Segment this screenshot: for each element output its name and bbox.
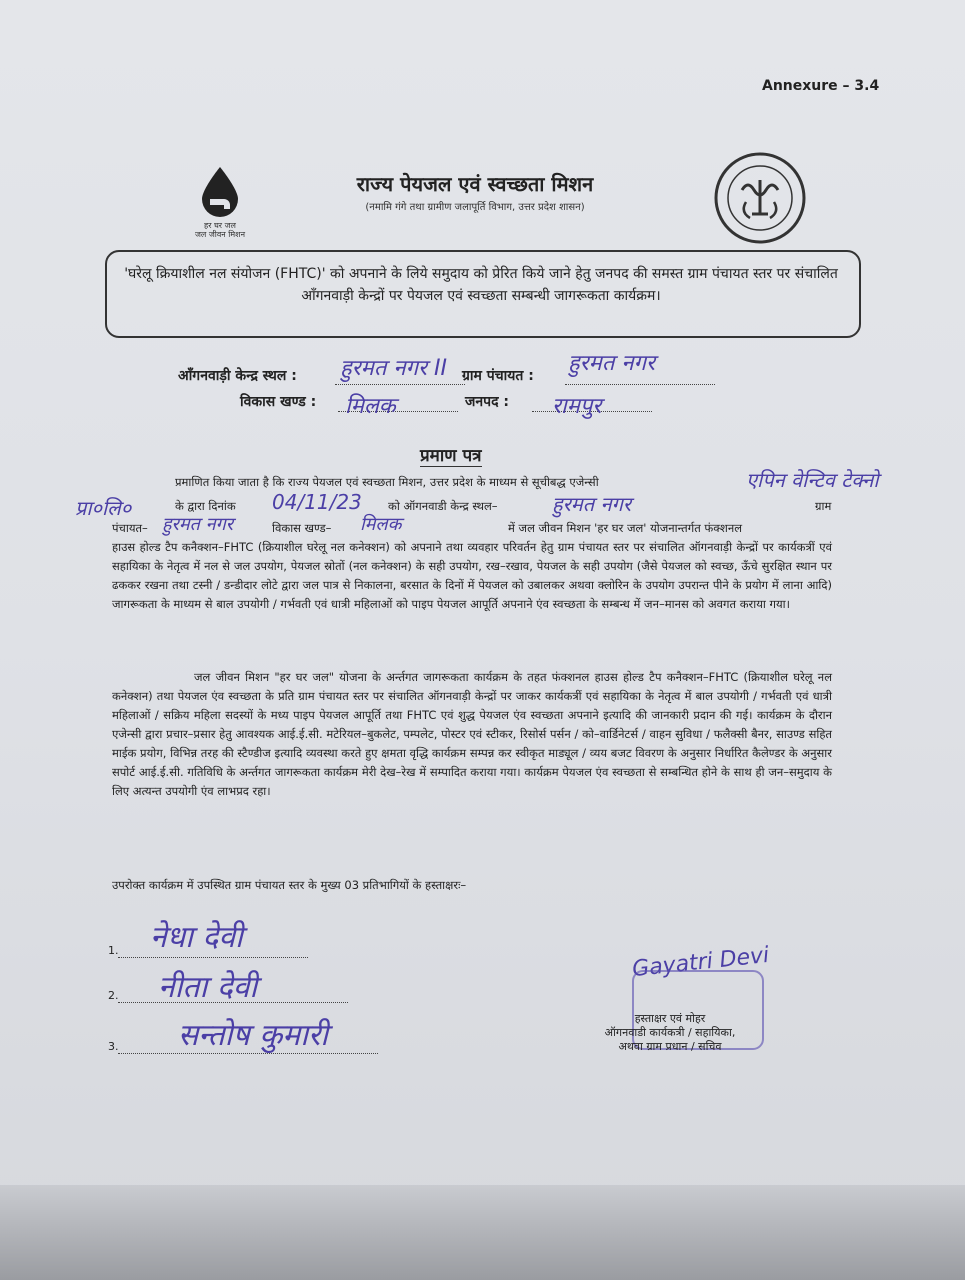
stamp-caption-line-1: हस्ताक्षर एवं मोहर	[634, 1012, 706, 1025]
certificate-line-1: प्रमाणित किया जाता है कि राज्य पेयजल एवं स्वच्छता मिशन, उत्तर प्रदेश के माध्यम से सूचीबद्ध एजेन्सी	[175, 475, 599, 489]
program-description-text: 'घरेलू क्रियाशील नल संयोजन (FHTC)' को अपनाने के लिये समुदाय को प्रेरित किये जाने हेतु जनपद की समस्त ग्राम पंचायत स्तर पर संचालित आँगनवाड़ी केन्द्रों पर पेयजल एवं स्वच्छता सम्बन्धी जागरूकता कार्यक्रम।	[124, 266, 838, 304]
signature-number-2: 2.	[108, 989, 119, 1002]
panchayat-label: ग्राम पंचायत :	[462, 368, 534, 384]
signature-line-1	[118, 956, 308, 958]
document-title: राज्य पेयजल एवं स्वच्छता मिशन	[356, 172, 594, 196]
date-handwritten: 04/11/23	[272, 490, 362, 514]
anganwadi-signature: Gayatri Devi	[631, 942, 771, 983]
agency-suffix-handwritten: प्रा०लि०	[75, 496, 132, 520]
logo-caption-2: जल जीवन मिशन	[194, 230, 246, 239]
logo-caption: हर घर जल	[204, 221, 236, 230]
water-drop-icon	[198, 165, 242, 217]
signature-number-1: 1.	[108, 944, 119, 957]
stamp-caption	[580, 1012, 760, 1054]
gp-handwritten: हुरमत नगर	[162, 514, 234, 535]
participants-heading: उपरोक्त कार्यक्रम में उपस्थित ग्राम पंचायत स्तर के मुख्य 03 प्रतिभागियों के हस्ताक्षरः–	[112, 878, 467, 892]
panchayat-line-label: पंचायत–	[112, 521, 148, 535]
block-line-label: विकास खण्ड–	[272, 521, 332, 535]
stamp-caption-line-3: अथवा ग्राम प्रधान / सचिव	[618, 1040, 722, 1053]
agency-name-handwritten: एपिन वेन्टिव टेक्नो	[746, 468, 879, 492]
center-location-value: हुरमत नगर II	[340, 356, 447, 381]
certificate-paragraph-2: जल जीवन मिशन "हर घर जल" योजना के अर्न्तगत जागरूकता कार्यक्रम के तहत फंक्शनल हाउस होल्ड टैप कनैक्शन–FHTC (क्रियाशील घरेलू नल कनेक्शन) तथा पेयजल एंव स्वच्छता के प्रति ग्राम पंचायत स्तर पर संचालित ऑगनवाड़ी केन्द्रों पर जाकर कार्यकत्रीं एवं सहायिका के नेतृत्व में बाल उपयोगी / गर्भवती एवं धात्री महिलाओं / सक्रिय महिला सदस्यों के मध्य पाइप पेयजल आपूर्ति तथा FHTC एवं शुद्ध पेयजल एंव स्वच्छता अपनाने इत्यादि की जानकारी प्रदान की गई। कार्यक्रम के दौरान एजेन्सी द्वारा प्रचार–प्रसार हेतु आवश्यक आई.ई.सी. मटेरियल–बुकलेट, पम्पलेट, पोस्टर एवं स्टीकर, रिसोर्स पर्सन / को–वार्डिनेटर्स / वाहन सुविधा / फलैक्सी बैनर, साउण्ड सहित माईक प्रयोग, विभिन्न तरह की स्टैण्डीज इत्यादि व्यवस्था करते हुए क्षमता वृद्धि कार्यक्रम सम्पन्न कर स्वीकृत माड्यूल / व्यय बजट विवरण के अनुसार निर्धारित कैलेण्डर के अनुसार सपोर्ट आई.ई.सी. गतिविधि के अर्न्तगत जागरूकता कार्यक्रम मेरी देख–रेख में सम्पादित कराया गया। कार्यक्रम पेयजल एंव स्वच्छता से सम्बन्धित होने के साथ ही जन–समुदाय के लिए अत्यन्त उपयोगी एंव लाभप्रद रहा।	[112, 670, 832, 798]
participant-signature-3: सन्तोष कुमारी	[178, 1018, 329, 1053]
center-location-label: आँगनवाड़ी केन्द्र स्थल :	[178, 368, 297, 384]
panchayat-dotline	[565, 383, 715, 385]
center-location-dotline	[335, 383, 465, 385]
annexure-label: Annexure – 3.4	[762, 78, 880, 94]
emblem-icon	[712, 150, 808, 246]
date-label: के द्वारा दिनांक	[175, 499, 236, 513]
certificate-line-3: में जल जीवन मिशन 'हर घर जल' योजनान्तर्गत फंक्शनल	[508, 521, 742, 535]
certificate-title: प्रमाण पत्र	[420, 443, 482, 467]
site-handwritten: हुरमत नगर	[552, 492, 632, 516]
block-label: विकास खण्ड :	[240, 394, 317, 410]
participant-signature-2: नीता देवी	[158, 970, 258, 1005]
document-subtitle: (नमामि गंगे तथा ग्रामीण जलापूर्ति विभाग, उत्तर प्रदेश शासन)	[365, 202, 585, 213]
block-value: मिलक	[345, 394, 396, 419]
panchayat-value: हुरमत नगर	[568, 351, 655, 376]
gram-label: ग्राम	[815, 499, 832, 513]
district-value: रामपुर	[552, 394, 602, 419]
stamp-caption-line-2: ऑगनवाडी कार्यकत्री / सहायिका,	[604, 1026, 736, 1039]
har-ghar-jal-logo	[180, 165, 260, 255]
scan-shadow	[0, 1185, 965, 1280]
site-label: को ऑगनवाडी केन्द्र स्थल–	[388, 499, 498, 513]
signature-number-3: 3.	[108, 1040, 119, 1053]
district-label: जनपद :	[465, 394, 510, 410]
certificate-paragraph-1: हाउस होल्ड टैप कनैक्शन–FHTC (क्रियाशील घरेलू नल कनेक्शन) को अपनाने तथा व्यवहार परिवर्तन हेतु ग्राम पंचायत स्तर पर संचालित ऑगनवाड़ी केन्द्रों पर कार्यकत्रीं एवं सहायिका के नेतृत्व में नल से जल उपयोग, पेयजल स्रोतों (नल कनेक्शन) के सही उपयोग, रख–रखाव, पेयजल के सही उपयोग (जैसे पेयजल को स्वच्छ, ऊँचे सुरक्षित स्थान पर ढककर रखना तथा टस्नी / डन्डीदार लोटे द्वारा जल पात्र से निकालना, बरसात के दिनों में पेयजल को उबालकर अथवा क्लोरिन के उपयोग उपरान्त पीने के प्रयोग में लाना आदि) जागरूकता के माध्यम से बाल उपयोगी / गर्भवती एवं धात्री महिलाओं को पाइप पेयजल आपूर्ति अपनाने एंव स्वच्छता के सम्बन्ध में जन–मानस को अवगत कराया गया।	[112, 540, 832, 611]
participant-signature-1: नेधा देवी	[150, 920, 243, 955]
block-handwritten: मिलक	[360, 514, 402, 535]
up-government-emblem	[712, 150, 808, 246]
